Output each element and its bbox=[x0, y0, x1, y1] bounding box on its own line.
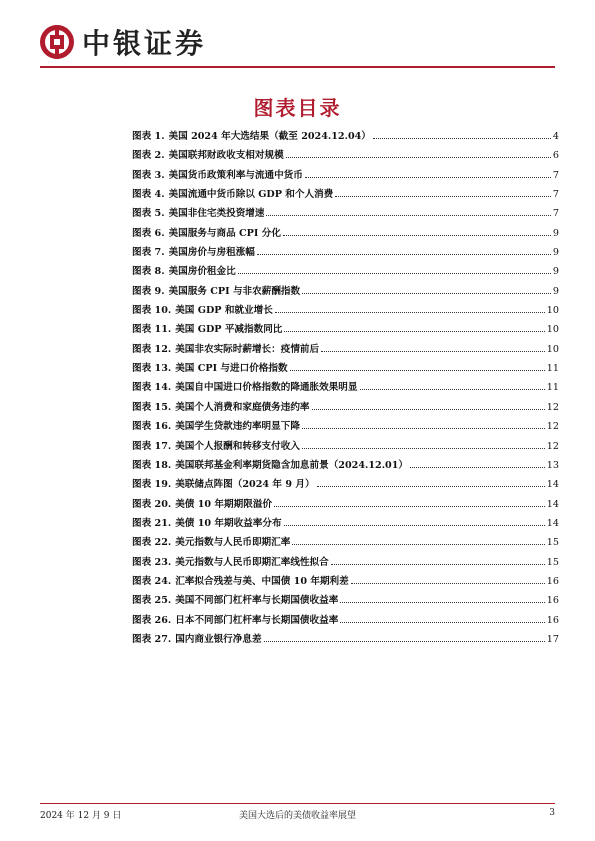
toc-entry-page: 10 bbox=[546, 305, 559, 317]
toc-entry-label: 图表 6. bbox=[132, 227, 165, 239]
toc-entry[interactable] bbox=[132, 263, 559, 282]
toc-entry[interactable] bbox=[132, 457, 559, 476]
toc-leader-dots bbox=[302, 428, 545, 429]
toc-entry-text: 美国 GDP 平减指数同比 bbox=[175, 324, 283, 336]
toc-entry-text: 美国个人消费和家庭债务违约率 bbox=[175, 401, 310, 413]
toc-entry[interactable] bbox=[132, 225, 559, 244]
toc-leader-dots bbox=[274, 506, 545, 507]
toc-entry-label: 图表 5. bbox=[132, 208, 165, 220]
toc-entry-label: 图表 11. bbox=[132, 324, 172, 336]
toc-entry-label: 图表 20. bbox=[132, 498, 172, 510]
toc-entry-label: 图表 8. bbox=[132, 266, 165, 278]
toc-entry[interactable] bbox=[132, 147, 559, 166]
toc-entry-label: 图表 25. bbox=[132, 595, 172, 607]
toc-entry-text: 美债 10 年期收益率分布 bbox=[175, 517, 282, 529]
toc-entry-text: 国内商业银行净息差 bbox=[175, 633, 262, 645]
toc-entry-text: 日本不同部门杠杆率与长期国债收益率 bbox=[175, 614, 339, 626]
toc-leader-dots bbox=[410, 467, 545, 468]
toc-entry-label: 图表 10. bbox=[132, 305, 172, 317]
toc-entry[interactable] bbox=[132, 283, 559, 302]
toc-entry-label: 图表 15. bbox=[132, 401, 172, 413]
toc-entry-page: 11 bbox=[546, 382, 559, 394]
toc-entry-label: 图表 18. bbox=[132, 459, 172, 471]
toc-leader-dots bbox=[321, 351, 545, 352]
toc-leader-dots bbox=[373, 138, 551, 139]
toc-entry[interactable] bbox=[132, 534, 559, 553]
toc-entry-text: 美元指数与人民币即期汇率线性拟合 bbox=[175, 556, 329, 568]
toc-entry-text: 美国联邦财政收支相对规模 bbox=[168, 150, 284, 162]
toc-entry[interactable] bbox=[132, 167, 559, 186]
toc-entry-label: 图表 7. bbox=[132, 247, 165, 259]
toc-leader-dots bbox=[335, 196, 551, 197]
toc-entry-text: 美国个人报酬和转移支付收入 bbox=[175, 440, 300, 452]
toc-entry[interactable] bbox=[132, 360, 559, 379]
toc-entry-page: 12 bbox=[546, 440, 559, 452]
toc-leader-dots bbox=[264, 641, 545, 642]
toc-leader-dots bbox=[257, 254, 551, 255]
toc-leader-dots bbox=[275, 312, 545, 313]
toc-entry-page: 9 bbox=[552, 227, 559, 239]
toc-entry[interactable] bbox=[132, 573, 559, 592]
toc-entry-label: 图表 2. bbox=[132, 150, 165, 162]
toc-title: 图表目录 bbox=[253, 96, 342, 120]
toc-leader-dots bbox=[331, 564, 545, 565]
toc-entry-label: 图表 23. bbox=[132, 556, 172, 568]
toc-entry-page: 10 bbox=[546, 324, 559, 336]
toc-entry-label: 图表 14. bbox=[132, 382, 172, 394]
toc-entry-page: 16 bbox=[546, 575, 559, 587]
bank-of-china-logo-icon bbox=[40, 25, 74, 59]
toc-entry[interactable] bbox=[132, 399, 559, 418]
toc-entry-page: 7 bbox=[552, 169, 559, 181]
toc-leader-dots bbox=[317, 486, 545, 487]
toc-leader-dots bbox=[292, 544, 544, 545]
toc-entry-page: 14 bbox=[546, 498, 559, 510]
footer-doc-title: 美国大选后的美债收益率展望 bbox=[238, 811, 356, 821]
toc-leader-dots bbox=[360, 389, 545, 390]
toc-leader-dots bbox=[284, 331, 544, 332]
footer-date: 2024 年 12 月 9 日 bbox=[40, 811, 122, 821]
toc-entry-text: 美国流通中货币除以 GDP 和个人消费 bbox=[168, 189, 334, 201]
toc-leader-dots bbox=[302, 448, 545, 449]
toc-entry-label: 图表 27. bbox=[132, 633, 172, 645]
footer bbox=[40, 808, 555, 822]
toc-leader-dots bbox=[312, 409, 545, 410]
toc-entry-page: 7 bbox=[552, 208, 559, 220]
toc-entry[interactable] bbox=[132, 496, 559, 515]
toc-entry-text: 美债 10 年期期限溢价 bbox=[175, 498, 272, 510]
toc-entry[interactable] bbox=[132, 515, 559, 534]
toc-entry-page: 12 bbox=[546, 401, 559, 413]
toc-entry-text: 美国服务 CPI 与非农薪酬指数 bbox=[168, 285, 301, 297]
toc-entry-label: 图表 26. bbox=[132, 614, 172, 626]
toc-entry-label: 图表 12. bbox=[132, 343, 172, 355]
footer-page-number: 3 bbox=[549, 808, 555, 818]
toc-entry[interactable] bbox=[132, 321, 559, 340]
toc-entry-label: 图表 22. bbox=[132, 537, 172, 549]
toc-entry-text: 美国学生贷款违约率明显下降 bbox=[175, 421, 300, 433]
toc-leader-dots bbox=[305, 177, 551, 178]
toc-entry-text: 汇率拟合残差与美、中国债 10 年期利差 bbox=[175, 575, 349, 587]
toc-entry-text: 美联储点阵图（2024 年 9 月） bbox=[175, 479, 315, 491]
toc-entry[interactable] bbox=[132, 476, 559, 495]
toc-entry-page: 13 bbox=[546, 459, 559, 471]
footer-divider bbox=[40, 803, 555, 804]
toc-entry-text: 美国服务与商品 CPI 分化 bbox=[168, 227, 281, 239]
toc-leader-dots bbox=[351, 583, 545, 584]
brand-name: 中银证券 bbox=[82, 27, 207, 60]
toc-entry-text: 美国非住宅类投资增速 bbox=[168, 208, 265, 220]
toc-entry[interactable] bbox=[132, 379, 559, 398]
toc-leader-dots bbox=[340, 602, 544, 603]
toc-entry-text: 美国自中国进口价格指数的降通胀效果明显 bbox=[175, 382, 358, 394]
toc-entry[interactable] bbox=[132, 631, 559, 650]
toc-entry-page: 6 bbox=[552, 150, 559, 162]
toc-entry[interactable] bbox=[132, 302, 559, 321]
toc-leader-dots bbox=[238, 273, 551, 274]
toc-leader-dots bbox=[302, 293, 551, 294]
toc-entry-text: 美国 CPI 与进口价格指数 bbox=[175, 363, 288, 375]
header bbox=[40, 22, 206, 62]
toc-entry-page: 16 bbox=[546, 614, 559, 626]
toc-entry-label: 图表 16. bbox=[132, 421, 172, 433]
toc-entry-page: 9 bbox=[552, 285, 559, 297]
toc-entry-page: 9 bbox=[552, 247, 559, 259]
toc-entry-page: 17 bbox=[546, 633, 559, 645]
toc-entry-text: 美国不同部门杠杆率与长期国债收益率 bbox=[175, 595, 339, 607]
toc-entry-text: 美国联邦基金利率期货隐含加息前景（2024.12.01） bbox=[175, 459, 408, 471]
toc-leader-dots bbox=[340, 622, 544, 623]
toc-entry[interactable] bbox=[132, 244, 559, 263]
toc-entry-label: 图表 3. bbox=[132, 169, 165, 181]
toc-entry-label: 图表 24. bbox=[132, 575, 172, 587]
toc-leader-dots bbox=[286, 157, 551, 158]
toc-entry-label: 图表 21. bbox=[132, 517, 172, 529]
toc-entry-label: 图表 13. bbox=[132, 363, 172, 375]
toc-entry-text: 美元指数与人民币即期汇率 bbox=[175, 537, 291, 549]
toc-entry-page: 9 bbox=[552, 266, 559, 278]
toc-entry[interactable] bbox=[132, 128, 559, 147]
toc-leader-dots bbox=[266, 215, 550, 216]
toc-entry[interactable] bbox=[132, 554, 559, 573]
toc-entry-label: 图表 17. bbox=[132, 440, 172, 452]
toc-entry-page: 7 bbox=[552, 189, 559, 201]
toc-entry[interactable] bbox=[132, 186, 559, 205]
toc-entry-page: 14 bbox=[546, 479, 559, 491]
toc-entry-label: 图表 4. bbox=[132, 189, 165, 201]
toc-entry-text: 美国非农实际时薪增长：疫情前后 bbox=[175, 343, 320, 355]
toc-entry[interactable] bbox=[132, 612, 559, 631]
table-of-figures bbox=[132, 128, 559, 650]
toc-entry-text: 美国货币政策利率与流通中货币 bbox=[168, 169, 303, 181]
toc-entry-page: 4 bbox=[552, 131, 559, 142]
toc-leader-dots bbox=[284, 525, 545, 526]
toc-entry-page: 15 bbox=[546, 556, 559, 568]
toc-entry[interactable] bbox=[132, 341, 559, 360]
toc-leader-dots bbox=[283, 235, 551, 236]
toc-entry-text: 美国房价与房租涨幅 bbox=[168, 247, 255, 259]
toc-entry-page: 10 bbox=[546, 343, 559, 355]
toc-entry-text: 美国 2024 年大选结果（截至 2024.12.04） bbox=[168, 131, 371, 142]
toc-entry[interactable] bbox=[132, 592, 559, 611]
toc-entry-label: 图表 19. bbox=[132, 479, 172, 491]
toc-entry-label: 图表 9. bbox=[132, 285, 165, 297]
toc-entry[interactable] bbox=[132, 418, 559, 437]
toc-entry-page: 11 bbox=[546, 363, 559, 375]
toc-entry-page: 15 bbox=[546, 537, 559, 549]
toc-entry[interactable] bbox=[132, 205, 559, 224]
toc-entry-page: 14 bbox=[546, 517, 559, 529]
toc-leader-dots bbox=[290, 370, 545, 371]
toc-entry-page: 16 bbox=[546, 595, 559, 607]
header-divider bbox=[40, 66, 555, 68]
toc-entry-label: 图表 1. bbox=[132, 131, 165, 142]
toc-entry-text: 美国房价租金比 bbox=[168, 266, 236, 278]
toc-entry-text: 美国 GDP 和就业增长 bbox=[175, 305, 273, 317]
toc-entry-page: 12 bbox=[546, 421, 559, 433]
toc-entry[interactable] bbox=[132, 438, 559, 457]
